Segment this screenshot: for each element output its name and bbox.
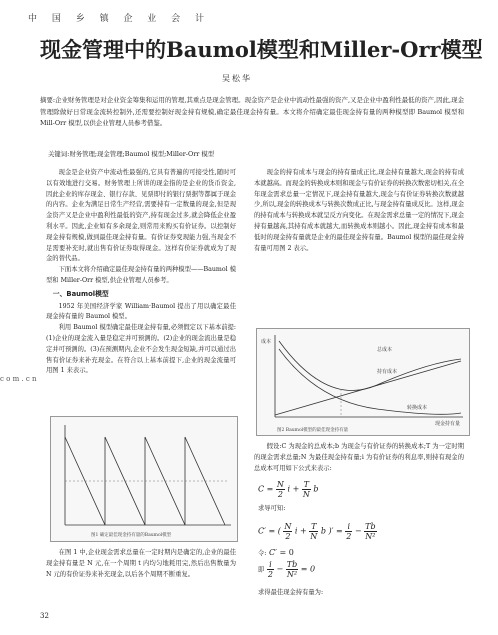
left-column (46, 168, 236, 377)
curve-label-holding: 持有成本 (377, 369, 398, 375)
keywords: 关键词:财务管理;现金管理;Baumol 模型;Miller-Orr 模型 (48, 150, 215, 158)
paragraph: 利用 Baumol 模型确定最佳现金持有量,必须假定以下基本前提:(1)企业的现金流入量是稳定并可预测的。(2)企业的现金流出量是稳定并可预测的。(3)在预测期内,企业不会发生现金短缺,并可以通过出售有价证券来补充现金。在符合以上基本前提下,企业的现金流量可用图 1 来表示。 (46, 324, 236, 375)
cost-curve-chart (257, 329, 469, 435)
figure-caption: 图1 确定最佳现金持有量的Baumol模型 (91, 533, 172, 538)
article-title: 现金管理中的Baumol模型和Miller-Orr模型 (40, 37, 483, 62)
sawtooth-chart (51, 417, 237, 541)
journal-header (28, 6, 211, 26)
abstract: 摘要:企业财务管理是对企业资金筹集和运用的管理,其重点是现金管理。现金资产是企业中流动性最强的资产,又是企业中盈利性最低的资产,因此,现金管理除做好日常现金流转控制外,还需要控制好现金持有规模,确定最佳现金持有量。本文将介绍确定最佳现金持有量的两种模型即 Baumol 模型和 Mill-Orr 模型,以供企业管理人员参考借鉴。 (40, 96, 464, 127)
right-column (254, 168, 464, 254)
margin-watermark: c o m . c n (0, 375, 37, 383)
journal-name: 中 国 乡 镇 企 业 会 计 (28, 14, 211, 24)
curve-label-transfer: 转换成本 (407, 405, 428, 411)
formula-derivative: C′ = ( $\frac{N}{2}$ i + $\frac{T}{N}$ b )′ = $\frac{i}{2}$ − $\frac{Tb}{\text{N²}}$ (258, 522, 376, 541)
derivation-label: 求导可知: (258, 505, 286, 512)
paragraph: 在图 1 中,企业现金需求总量在一定时期内是确定的,企业的最佳现金持有量是 N 元,在一个周期 t 内均匀地耗用完,然后出售数量为 N 元的有价证券来补充现金,以后各个周期不断重复。 (46, 549, 236, 578)
formula-equation: 即 $\frac{i}{2}$ − $\frac{Tb}{\text{N²}}$ = 0 (258, 560, 316, 579)
formula-set-zero: 令: C′ = 0 (258, 548, 294, 557)
formula-total-cost: C = $\frac{N}{2}$ i + $\frac{T}{N}$ b (258, 480, 319, 499)
axis-label-cost: 成本 (261, 339, 272, 345)
figure-2 (256, 328, 470, 436)
right-column-assumptions (254, 442, 464, 474)
paragraph: 1952 年美国经济学家 William·Baumol 提出了用以确定最佳现金持有量的 Baumol 模型。 (46, 302, 236, 321)
left-column-bottom (46, 548, 236, 580)
author-name: 吴松华 (222, 74, 252, 83)
page-number: 32 (40, 612, 49, 620)
paragraph: 现金的持有成本与现金的持有量成正比,现金持有量越大,现金的持有成本就越高。而现金的转换成本则和现金与有价证券的转换次数密切相关,在全年现金需求总量一定情况下,现金持有量越大,现金与有价证券转换次数就越少,所以,现金的转换成本与转换次数成正比,与现金持有量成反比。这样,现金的持有成本与转换成本就呈反方向变化。在现金需求总量一定的情况下,现金持有量越高,其持有成本就越大,而转换成本则越小。因此,现金持有成本和最低时的现金持有量就是企业的最佳现金持有量。Baumol 模型的最佳现金持有量可用图 2 表示。 (254, 169, 464, 252)
section-heading: 一、Baumol模型 (52, 289, 109, 298)
result-label: 求得最佳现金持有量为: (258, 589, 324, 596)
axis-label-qty: 现金持有量 (435, 421, 461, 427)
paragraph: 假设:C 为现金的总成本;b 为现金与有价证券的转换成本;T 为一定时期的现金需求总量;N 为最佳现金持有量;i 为有价证券的利息率,则持有现金的总成本可用如下公式来表示: (254, 443, 464, 472)
paragraph: 现金是企业资产中流动性最强的,它具有普遍的可接受性,随时可以有效地进行交易。财务管理上所讲的现金指的是企业的货币资金,因此企业的库存现金、银行存款、见票即付的银行票据等都属于现金的内容。企业为满足日常生产经营,需要持有一定数量的现金,但是现金资产又是企业中盈利性最低的资产,持有现金过多,就会降低企业盈利水平。因此,企业如有多余现金,则常用来购买有价证券。以控制好现金持有规模,做到最佳现金持有量。有价证券变现能力强,当现金不足需要补充时,就出售有价证券取得现金。这样有价证券就成为了现金的替代品。 (46, 169, 236, 263)
figure-1 (50, 416, 238, 542)
curve-label-total: 总成本 (377, 347, 393, 353)
paragraph: 下面本文将介绍确定最佳现金持有量的两种模型——Baumol 模型和 Miller-Orr 模型,供企业管理人员参考。 (46, 266, 236, 284)
figure-caption: 图2 Baumol模型的最佳现金持有量 (277, 428, 349, 433)
